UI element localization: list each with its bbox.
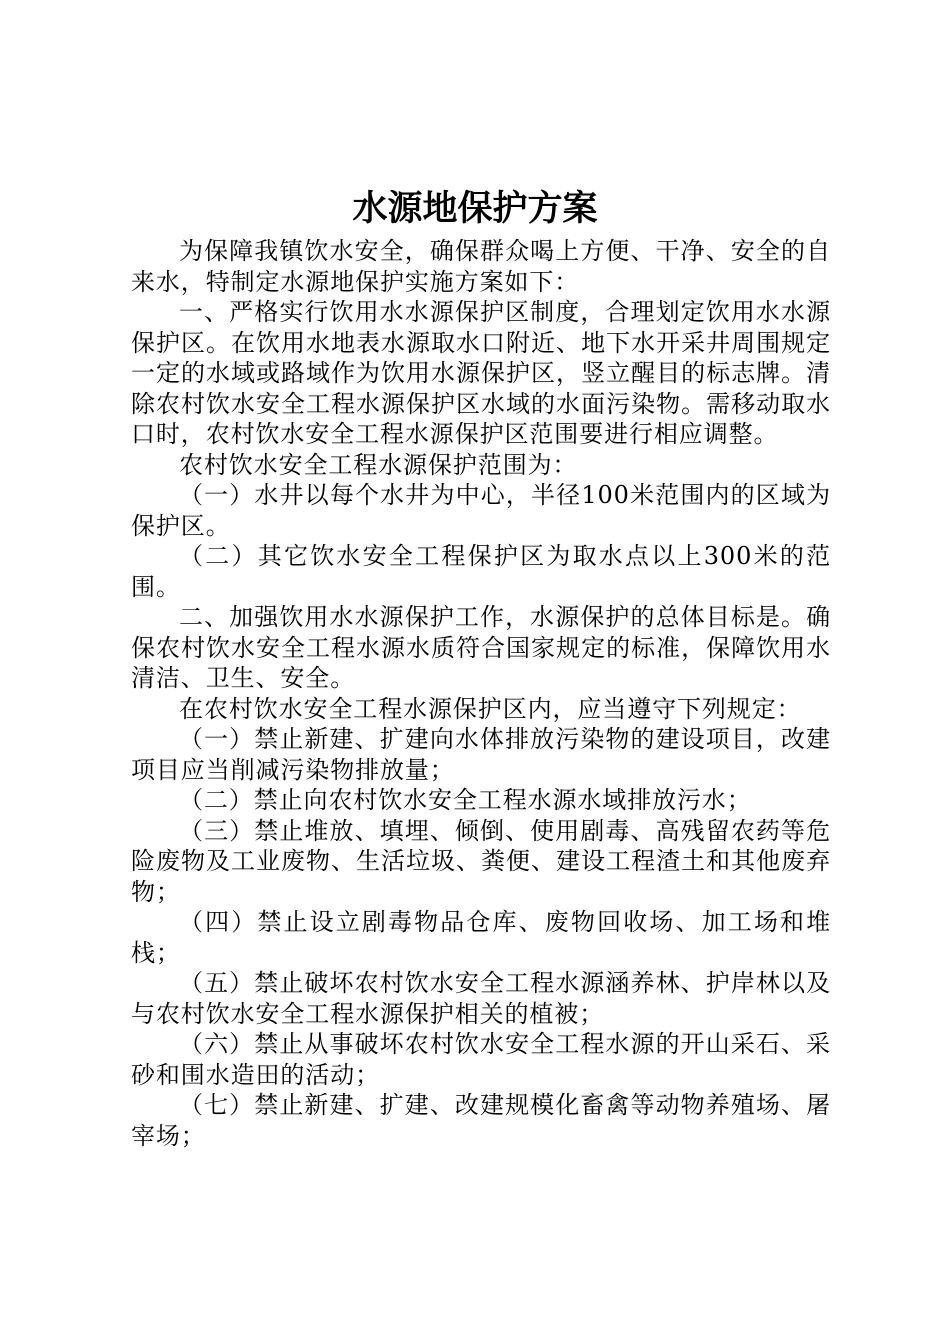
- paragraph-section-2: 二、加强饮用水水源保护工作，水源保护的总体目标是。确保农村饮水安全工程水源水质符合国家规定的标准，保障饮用水清洁、卫生、安全。: [131, 603, 831, 692]
- paragraph-rule-item: （五）禁止破坏农村饮水安全工程水源涵养林、护岸林以及与农村饮水安全工程水源保护相关的植被；: [131, 969, 831, 1028]
- paragraph-scope-item: （一）水井以每个水井为中心，半径100米范围内的区域为保护区。: [131, 481, 831, 540]
- paragraph-rule-item: （一）禁止新建、扩建向水体排放污染物的建设项目，改建项目应当削减污染物排放量；: [131, 725, 831, 784]
- paragraph-rule-item: （三）禁止堆放、填埋、倾倒、使用剧毒、高残留农药等危险废物及工业废物、生活垃圾、粪便、建设工程渣土和其他废弃物；: [131, 816, 831, 906]
- paragraph-scope-item: （二）其它饮水安全工程保护区为取水点以上300米的范围。: [131, 542, 831, 601]
- paragraph-rule-item: （七）禁止新建、扩建、改建规模化畜禽等动物养殖场、屠宰场；: [131, 1091, 831, 1150]
- paragraph-rule-item: （二）禁止向农村饮水安全工程水源水域排放污水；: [179, 786, 752, 814]
- paragraph-rule-item: （四）禁止设立剧毒物品仓库、废物回收场、加工场和堆栈；: [131, 908, 831, 967]
- document-body: [131, 236, 831, 1151]
- paragraph-rule-item: （六）禁止从事破坏农村饮水安全工程水源的开山采石、采砂和围水造田的活动；: [131, 1030, 831, 1089]
- paragraph-scope-heading: 农村饮水安全工程水源保护范围为：: [179, 450, 578, 479]
- paragraph-intro: 为保障我镇饮水安全，确保群众喝上方便、干净、安全的自来水，特制定水源地保护实施方案如下：: [131, 237, 831, 296]
- paragraph-section-1: 一、严格实行饮用水水源保护区制度，合理划定饮用水水源保护区。在饮用水地表水源取水口附近、地下水开采井周围规定一定的水域或路域作为饮用水源保护区，竖立醒目的标志牌。清除农村饮水安全工程水源保护区水域的水面污染物。需移动取水口时，农村饮水安全工程水源保护区范围要进行相应调整。: [131, 298, 831, 448]
- paragraph-rules-heading: 在农村饮水安全工程水源保护区内，应当遵守下列规定：: [179, 694, 802, 723]
- document-title: 水源地保护方案: [352, 189, 598, 229]
